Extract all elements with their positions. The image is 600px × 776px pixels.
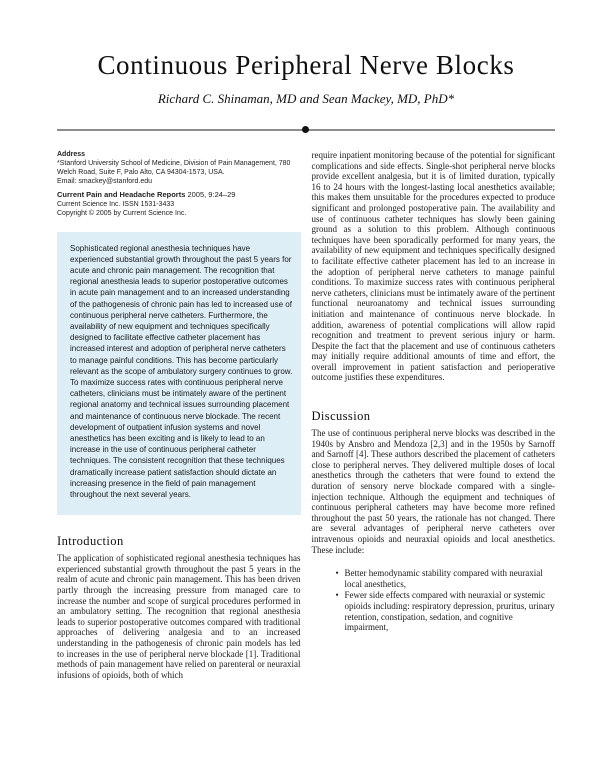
left-column	[57, 150, 301, 680]
address-heading: Address	[57, 151, 86, 158]
two-column-layout	[57, 150, 555, 680]
bullet-icon: •	[335, 590, 339, 601]
list-item	[336, 568, 556, 589]
list-item-text: Fewer side effects compared with neuraxial or systemic opioids including: respiratory depression, pruritus, urinary retention, constipation, sedation, and cognitive impairment,	[344, 590, 555, 633]
discussion-heading: Discussion	[311, 409, 371, 424]
copyright-line: Copyright © 2005 by Current Science Inc.	[57, 209, 187, 217]
introduction-paragraph-left: The application of sophisticated regional anesthesia techniques has experienced substantial growth throughout the past 5 years in the realm of acute and chronic pain management. This has been driven partly through the increasing pressure from managed care to increase the number and scope of surgical procedures performed in an ambulatory setting. The recognition that regional anesthesia leads to superior postoperative outcomes compared with traditional approaches of delivering analgesia and to an increased understanding in the pathogenesis of chronic pain models has led to increases in the use of peripheral nerve blockade [1]. Traditional methods of pain management have relied on parenteral or neuraxial infusions of opioids, both of which	[57, 553, 301, 680]
journal-citation-detail: 2005, 9:24–29	[185, 190, 236, 199]
discussion-paragraph: The use of continuous peripheral nerve blocks was described in the 1940s by Ansbro and Mendoza [2,3] and in the 1950s by Sarnoff and Sarnoff [4]. These authors described the placement of catheters close to peripheral nerves. They delivered multiple doses of local anesthetics through the catheters that were found to extend the duration of sensory nerve blockade compared with a single-injection technique. Although the equipment and techniques of continuous peripheral catheters may have become more refined throughout the past 50 years, the rationale has not changed. There are several advantages of peripheral nerve catheters over intravenous opioids and neuraxial opioids and local anesthetics. These include:	[311, 428, 555, 555]
introduction-paragraph-right: require inpatient monitoring because of the potential for significant complications and side effects. Single-shot peripheral nerve blocks provide excellent analgesia, but it is of limited duration, typically 16 to 24 hours with the longest-lasting local anesthetics available; this makes them unsuitable for the procedures expected to produce significant and prolonged postoperative pain. The availability and use of continuous catheter techniques has slowly been gaining ground as a solution to this problem. Although continuous techniques have been sporadically performed for many years, the availability of new equipment and techniques specifically designed to facilitate effective catheter placement has led to an increase in the adoption of peripheral nerve catheters to manage painful conditions. To maximize success rates with continuous peripheral nerve catheters, clinicians must be intimately aware of the pertinent functional neuroanatomy and technical issues surrounding initiation and maintenance of continuous nerve blockade. In addition, awareness of potential complications will allow rapid recognition and treatment to prevent serious injury or harm. Despite the fact that the placement and use of continuous catheters may initially require additional amounts of time and effort, the overall improvement in patient satisfaction and perioperative outcome justifies these expenditures.	[311, 150, 555, 383]
list-item	[336, 590, 556, 632]
publisher-issn-line: Current Science Inc. ISSN 1531-3433	[57, 200, 175, 208]
affiliation-text: *Stanford University School of Medicine, Division of Pain Management, 780 Welch Road, Suite F, Palo Alto, CA 94304-1573, USA.	[57, 160, 291, 176]
list-item-text: Better hemodynamic stability compared with neuraxial local anesthetics,	[344, 568, 543, 589]
journal-citation	[57, 190, 301, 200]
email-text: Email: smackey@stanford.edu	[57, 178, 153, 185]
header-divider	[57, 126, 555, 133]
bullet-icon: •	[335, 568, 339, 579]
right-column	[312, 150, 556, 680]
authors-line: Richard C. Shinaman, MD and Sean Mackey, MD, PhD*	[157, 91, 455, 106]
address-block	[57, 150, 301, 218]
divider-dot-icon	[302, 126, 309, 133]
abstract-box	[57, 232, 301, 516]
introduction-heading: Introduction	[57, 534, 124, 549]
page-title: Continuous Peripheral Nerve Blocks	[97, 50, 515, 80]
journal-name: Current Pain and Headache Reports	[57, 190, 186, 199]
abstract-text: Sophisticated regional anesthesia techniques have experienced substantial growth throughout the past 5 years for acute and chronic pain management. The recognition that regional anesthesia leads to superior postoperative outcomes in acute pain management and to an increased understanding of the pathogenesis of chronic pain has led to increased use of continuous peripheral nerve catheters. Furthermore, the availability of new equipment and techniques specifically designed to facilitate effective catheter placement has increased interest and adoption of peripheral nerve catheters to manage painful conditions. This has become particularly relevant as the scope of ambulatory surgery continues to grow. To maximize success rates with continuous peripheral nerve catheters, clinicians must be intimately aware of the pertinent regional anatomy and technical issues surrounding placement and maintenance of continuous nerve blockade. The recent development of outpatient infusion systems and novel anesthetics has been exciting and is likely to lead to an increase in the use of continuous peripheral catheter techniques. The consistent recognition that these techniques dramatically increase patient satisfaction should dictate an increasing presence in the field of pain management throughout the next several years.	[70, 243, 293, 499]
advantages-list	[312, 568, 556, 633]
